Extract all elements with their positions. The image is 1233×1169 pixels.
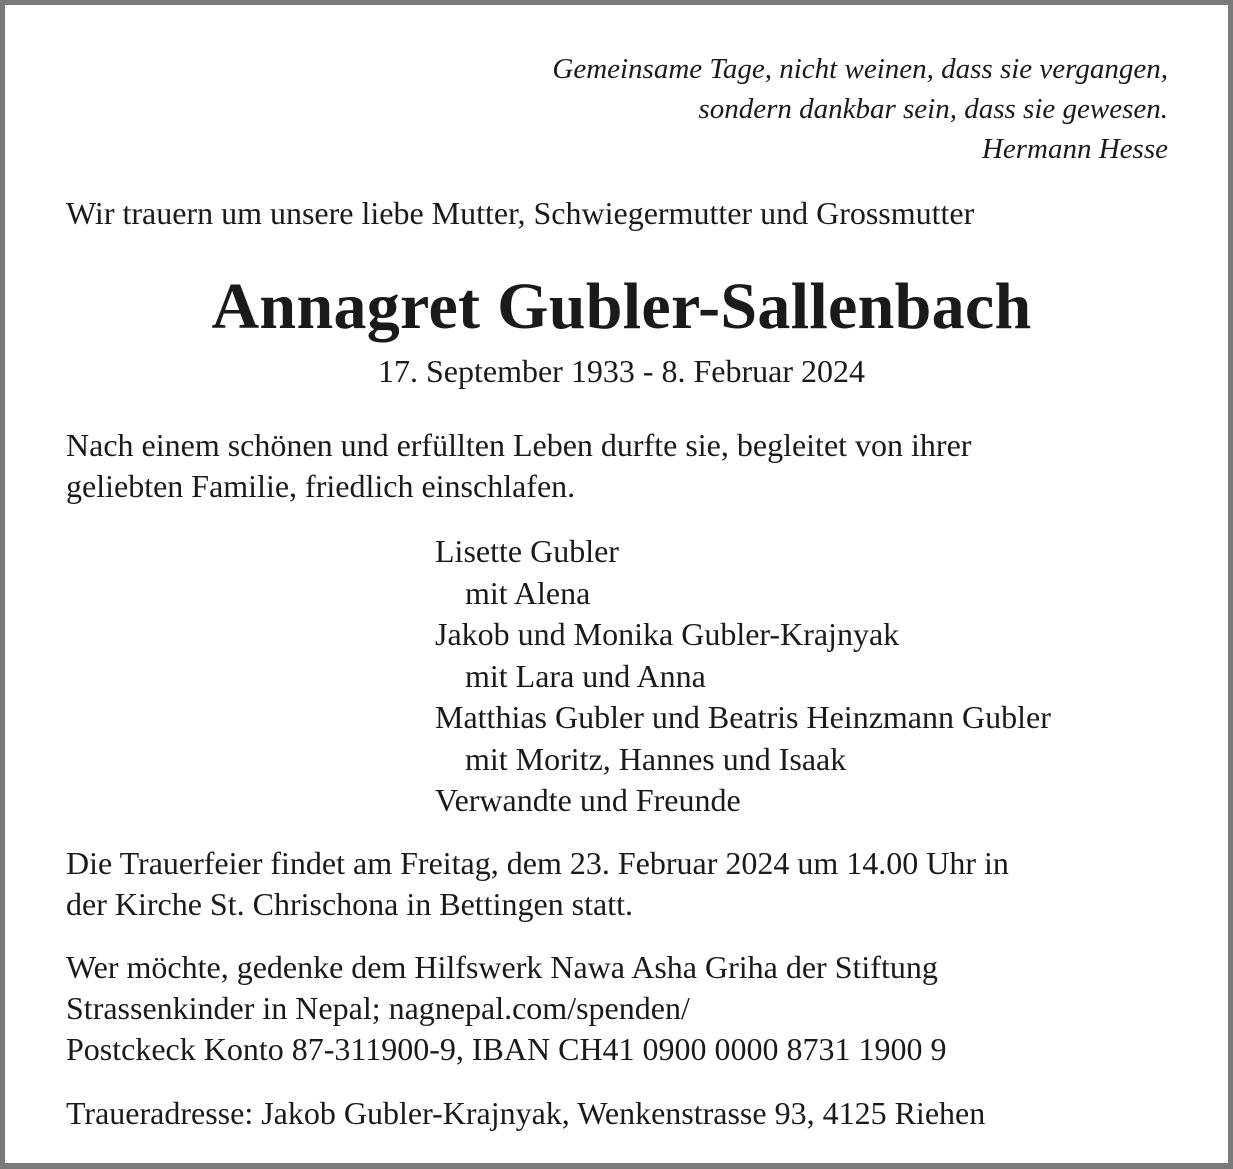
mourner-entry: mit Alena [465, 574, 591, 611]
donation-paragraph [66, 947, 947, 1070]
quote-line-2: sondern dankbar sein, dass sie gewesen. [698, 93, 1168, 125]
mourner-entry: Verwandte und Freunde [435, 782, 741, 818]
message-line-2: geliebten Familie, friedlich einschlafen. [66, 468, 576, 504]
mourner-entry: Matthias Gubler und Beatris Heinzmann Gubler [435, 699, 1051, 735]
mourners-list [435, 531, 1051, 822]
intro-text: Wir trauern um unsere liebe Mutter, Schwiegermutter und Grossmutter [66, 195, 975, 231]
ceremony-paragraph [66, 843, 1009, 925]
quote-line-1: Gemeinsame Tage, nicht weinen, dass sie vergangen, [552, 53, 1168, 85]
quote-author: Hermann Hesse [981, 133, 1168, 165]
address-line: Traueradresse: Jakob Gubler-Krajnyak, Wenkenstrasse 93, 4125 Riehen [66, 1095, 986, 1131]
donation-line-1: Wer möchte, gedenke dem Hilfswerk Nawa Asha Griha der Stiftung [66, 949, 938, 985]
ceremony-line-2: der Kirche St. Chrischona in Bettingen statt. [66, 886, 633, 922]
hesse-quote [552, 49, 1168, 169]
deceased-name: Annagret Gubler-Sallenbach [211, 270, 1032, 343]
donation-line-3: Postckeck Konto 87-311900-9, IBAN CH41 0900 0000 8731 1900 9 [66, 1031, 947, 1067]
ceremony-line-1: Die Trauerfeier findet am Freitag, dem 23. Februar 2024 um 14.00 Uhr in [66, 845, 1009, 881]
mourner-entry: mit Moritz, Hannes und Isaak [465, 740, 847, 777]
message-line-1: Nach einem schönen und erfüllten Leben durfte sie, begleitet von ihrer [66, 427, 972, 463]
life-dates: 17. September 1933 - 8. Februar 2024 [377, 353, 865, 389]
mourner-entry: mit Lara und Anna [465, 657, 706, 694]
mourner-entry: Jakob und Monika Gubler-Krajnyak [435, 616, 900, 652]
mourner-entry: Lisette Gubler [435, 533, 619, 569]
donation-line-2: Strassenkinder in Nepal; nagnepal.com/spenden/ [66, 990, 690, 1026]
message-paragraph [66, 425, 971, 507]
